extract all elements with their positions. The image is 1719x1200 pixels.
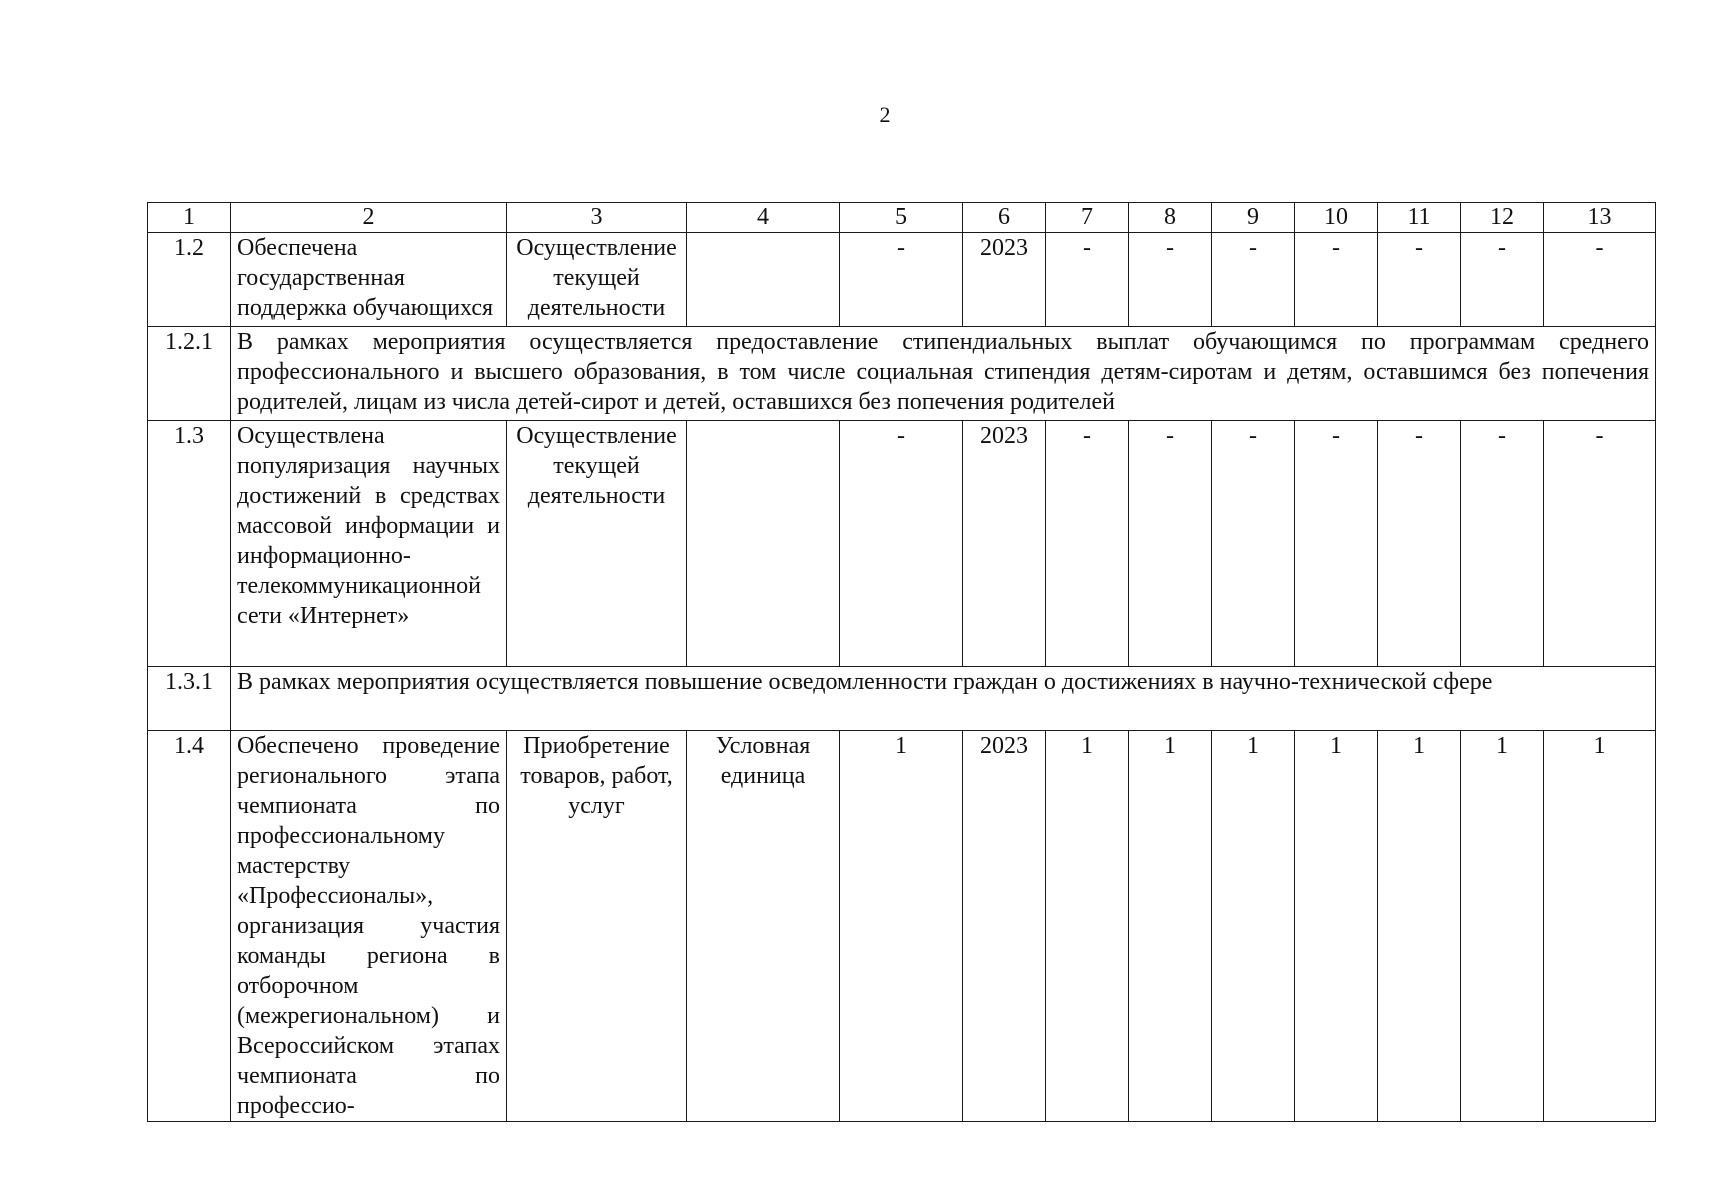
header-cell: 7 — [1046, 203, 1129, 233]
row-value: - — [1046, 233, 1129, 327]
page-number: 2 — [879, 102, 891, 127]
row-year: 2023 — [963, 233, 1046, 327]
header-cell: 6 — [963, 203, 1046, 233]
description-row — [148, 327, 1656, 421]
row-value: - — [1212, 421, 1295, 667]
row-value: - — [1046, 421, 1129, 667]
row-number: 1.2.1 — [148, 327, 231, 421]
row-year: 2023 — [963, 421, 1046, 667]
row-value: 1 — [1544, 731, 1656, 1122]
row-year: 2023 — [963, 731, 1046, 1122]
header-cell: 3 — [507, 203, 687, 233]
header-cell: 13 — [1544, 203, 1656, 233]
row-value: 1 — [1461, 731, 1544, 1122]
row-value: 1 — [1129, 731, 1212, 1122]
row-description: В рамках мероприятия осуществляется повышение осведомленности граждан о достижениях в научно-технической сфере — [231, 667, 1656, 731]
row-type: Приобретение товаров, работ, услуг — [507, 731, 687, 1122]
table-row — [148, 233, 1656, 327]
row-value: 1 — [1212, 731, 1295, 1122]
row-value: 1 — [1378, 731, 1461, 1122]
description-row — [148, 667, 1656, 731]
row-base: 1 — [840, 731, 963, 1122]
row-value: - — [1461, 421, 1544, 667]
row-value: 1 — [1295, 731, 1378, 1122]
row-name: Осуществлена популяризация научных достижений в средствах массовой информации и информационно-телекоммуникационной сети «Интернет» — [231, 421, 507, 667]
row-base: - — [840, 421, 963, 667]
row-base: - — [840, 233, 963, 327]
header-cell: 4 — [687, 203, 840, 233]
row-value: - — [1129, 421, 1212, 667]
row-type: Осуществление текущей деятельности — [507, 233, 687, 327]
row-value: - — [1212, 233, 1295, 327]
row-value: - — [1378, 421, 1461, 667]
row-value: - — [1544, 421, 1656, 667]
row-name: Обеспечено проведение регионального этапа чемпионата по профессиональному мастерству «Профессионалы», организация участия команды региона в отборочном (межрегиональном) и Всероссийском этапах чемпионата по профессио- — [231, 731, 507, 1122]
header-cell: 2 — [231, 203, 507, 233]
header-cell: 12 — [1461, 203, 1544, 233]
row-name: Обеспечена государственная поддержка обучающихся — [231, 233, 507, 327]
row-value: - — [1295, 421, 1378, 667]
row-description: В рамках мероприятия осуществляется предоставление стипендиальных выплат обучающимся по программам среднего профессионального и высшего образования, в том числе социальная стипендия детям-сиротам и детям, оставшимся без попечения родителей, лицам из числа детей-сирот и детей, оставшихся без попечения родителей — [231, 327, 1656, 421]
row-unit — [687, 421, 840, 667]
measures-table — [147, 202, 1656, 1122]
row-value: - — [1295, 233, 1378, 327]
row-value: - — [1461, 233, 1544, 327]
header-cell: 5 — [840, 203, 963, 233]
header-cell: 11 — [1378, 203, 1461, 233]
row-value: - — [1378, 233, 1461, 327]
row-value: - — [1129, 233, 1212, 327]
row-unit: Условная единица — [687, 731, 840, 1122]
row-unit — [687, 233, 840, 327]
table-row — [148, 731, 1656, 1122]
row-type: Осуществление текущей деятельности — [507, 421, 687, 667]
row-value: - — [1544, 233, 1656, 327]
row-number: 1.2 — [148, 233, 231, 327]
row-number: 1.3 — [148, 421, 231, 667]
table-row — [148, 421, 1656, 667]
row-number: 1.4 — [148, 731, 231, 1122]
header-cell: 10 — [1295, 203, 1378, 233]
header-cell: 9 — [1212, 203, 1295, 233]
header-row — [148, 203, 1656, 233]
row-number: 1.3.1 — [148, 667, 231, 731]
row-value: 1 — [1046, 731, 1129, 1122]
header-cell: 8 — [1129, 203, 1212, 233]
header-cell: 1 — [148, 203, 231, 233]
